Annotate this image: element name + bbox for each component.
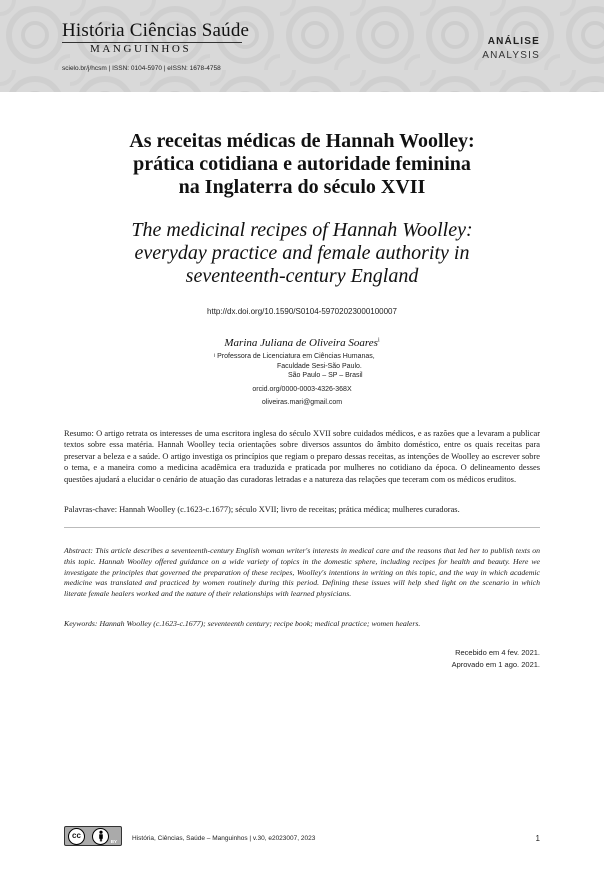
person-icon <box>92 828 109 845</box>
affil-line-3: São Paulo – SP – Brasil <box>288 372 363 379</box>
author-affiliation <box>214 352 414 381</box>
orcid-link[interactable]: orcid.org/0000-0003-4326-368X <box>252 386 352 393</box>
author-name-text: Marina Juliana de Oliveira Soares <box>224 337 378 349</box>
by-label: BY <box>110 839 117 844</box>
section-divider <box>64 527 540 528</box>
article-title-pt: As receitas médicas de Hannah Woolley: prática cotidiana e autoridade feminina na Inglaterra do século XVII <box>129 130 475 198</box>
journal-header <box>0 0 604 92</box>
affil-line-1: Professora de Licenciatura em Ciências Humanas, <box>217 353 375 360</box>
cc-by-license-badge[interactable] <box>64 826 122 846</box>
approved-date: Aprovado em 1 ago. 2021. <box>451 660 540 669</box>
journal-meta: scielo.br/j/hcsm | ISSN: 0104-5970 | eISSN: 1678-4758 <box>62 65 221 72</box>
received-date: Recebido em 4 fev. 2021. <box>455 648 540 657</box>
author-name <box>40 337 564 349</box>
article-title-en: The medicinal recipes of Hannah Woolley: everyday practice and female authority in seventeenth-century England <box>131 219 473 287</box>
affil-line-2: Faculdade Sesi-São Paulo. <box>277 362 362 370</box>
abstract-paragraph: Abstract: This article describes a seventeenth-century English woman writer's interests in medical care and the reasons that led her to publish texts on this topic. Hannah Woolley offered guidance on a wide variety of topics in the domestic sphere, including recipes for health and beauty. Here we investigate the principles that governed the preparation of these recipes, Woolley's intentions in writing on this topic, and the way in which academic medicine was translated and practiced by women routinely during this period. Defining these issues will help shed light on the scenario in which literate female healers worked and the nature of their relationships with learned physicians. <box>64 546 540 599</box>
resumo-paragraph: Resumo: O artigo retrata os interesses de uma escritora inglesa do século XVII sobre cuidados médicos, e as razões que a levaram a publicar textos sobre essa matéria. Hannah Woolley tecia orientações sobre diversos assuntos do âmbito doméstico, entre os quais receitas para preservar a beleza e a saúde. O artigo investiga os princípios que regiam o preparo dessas receitas, as intenções de Woolley ao escrever sobre o tema, e a maneira como a medicina acadêmica era traduzida e praticada por mulheres no cotidiano da época. O delineamento desses questões ajudará a elucidar o cenário de atuação das curadoras letradas e a natureza das relações que teceram com os médicos eruditos. <box>64 429 540 484</box>
section-label-pt: ANÁLISE <box>487 36 540 47</box>
keywords: Keywords: Hannah Woolley (c.1623-c.1677); seventeenth century; recipe book; medical practice; women healers. <box>64 619 421 628</box>
footer-citation: História, Ciências, Saúde – Manguinhos | v.30, e2023007, 2023 <box>132 835 316 842</box>
doi-link[interactable]: http://dx.doi.org/10.1590/S0104-59702023000100007 <box>207 307 397 316</box>
section-label-en: ANALYSIS <box>482 50 540 61</box>
journal-title: História Ciências Saúde <box>62 20 250 41</box>
page-number: 1 <box>535 834 540 843</box>
person-icon-glyph <box>94 829 108 843</box>
journal-subtitle: MANGUINHOS <box>90 43 192 55</box>
cc-icon: cc <box>68 828 85 845</box>
author-superscript: i <box>377 337 380 344</box>
palavras-chave: Palavras-chave: Hannah Woolley (c.1623-c.1677); século XVII; livro de receitas; prática médica; mulheres curadoras. <box>64 505 460 514</box>
affil-superscript: i <box>214 353 216 359</box>
email-link[interactable]: oliveiras.mari@gmail.com <box>261 399 343 406</box>
